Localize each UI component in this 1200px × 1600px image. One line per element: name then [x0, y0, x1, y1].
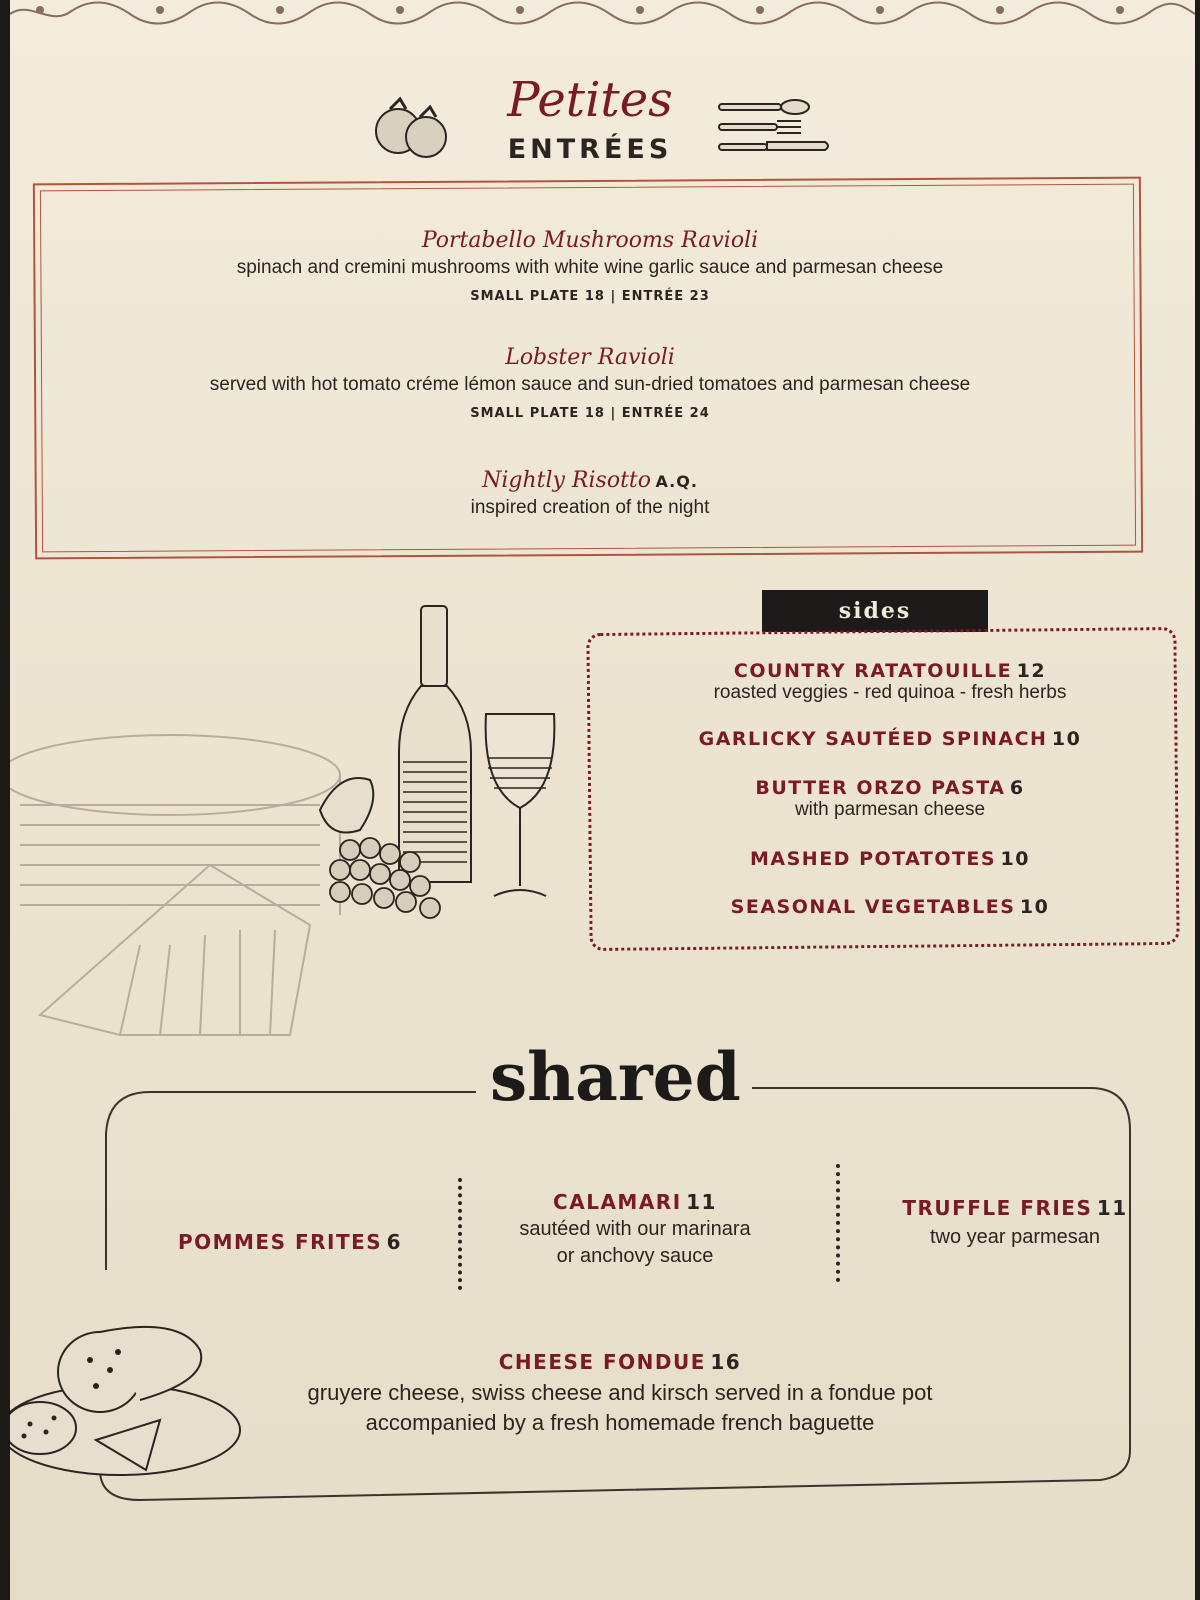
dish-name: Lobster Ravioli [505, 345, 675, 370]
dish-description: spinach and cremini mushrooms with white wine garlic sauce and parmesan cheese [236, 257, 944, 278]
side-name: BUTTER ORZO PASTA [755, 777, 1006, 799]
side-name: GARLICKY SAUTÉED SPINACH [698, 728, 1048, 750]
side-item [610, 848, 1170, 870]
shared-description: sautéed with our marinara [519, 1218, 751, 1240]
side-price: 12 [1016, 660, 1047, 682]
side-item [610, 728, 1170, 750]
shared-price: 11 [1096, 1196, 1128, 1220]
section-title-caps: ENTRÉES [507, 134, 673, 165]
ornament-border [10, 0, 1195, 26]
shared-price: 6 [386, 1230, 403, 1254]
side-price: 10 [1051, 728, 1082, 750]
shared-description: accompanied by a fresh homemade french baguette [365, 1410, 875, 1435]
dish-price: A.Q. [655, 472, 698, 491]
section-title-script: Petites [507, 72, 673, 128]
divider [836, 1164, 840, 1282]
dish-description: inspired creation of the night [470, 497, 710, 518]
shared-title: shared [490, 1038, 741, 1116]
shared-name: TRUFFLE FRIES [902, 1196, 1093, 1220]
shared-name: POMMES FRITES [177, 1230, 383, 1254]
cheese-wheel-icon [10, 715, 360, 1055]
dish-name: Nightly Risotto [482, 468, 651, 493]
side-item [610, 660, 1170, 704]
shared-description: two year parmesan [929, 1226, 1101, 1248]
tomato-icon [360, 95, 460, 165]
dish-prices: SMALL PLATE 18 | ENTRÉE 23 [470, 289, 710, 304]
side-description: roasted veggies - red quinoa - fresh herbs [713, 682, 1067, 703]
side-name: SEASONAL VEGETABLES [730, 896, 1016, 918]
menu-page [10, 0, 1195, 1600]
entree-item [110, 468, 1070, 519]
side-price: 6 [1009, 777, 1025, 799]
side-price: 10 [1000, 848, 1030, 870]
shared-item [870, 1196, 1160, 1249]
shared-item [160, 1230, 420, 1254]
cutlery-icon [715, 96, 835, 158]
wine-glass-icon [480, 708, 560, 908]
shared-name: CHEESE FONDUE [498, 1350, 706, 1374]
salami-board-icon [10, 1320, 250, 1490]
side-price: 10 [1019, 896, 1050, 918]
shared-description: gruyere cheese, swiss cheese and kirsch served in a fondue pot [307, 1380, 933, 1405]
grapes-icon [310, 770, 470, 930]
side-item [610, 896, 1170, 918]
shared-item [260, 1350, 980, 1436]
shared-item [480, 1190, 790, 1268]
dish-name: Portabello Mushrooms Ravioli [421, 228, 759, 253]
shared-description: or anchovy sauce [556, 1245, 714, 1267]
dish-prices: SMALL PLATE 18 | ENTRÉE 24 [470, 406, 710, 421]
entree-item [110, 345, 1070, 421]
shared-price: 11 [686, 1190, 717, 1214]
side-name: COUNTRY RATATOUILLE [733, 660, 1013, 682]
divider [458, 1178, 462, 1290]
shared-name: CALAMARI [553, 1190, 682, 1214]
dish-description: served with hot tomato créme lémon sauce and sun-dried tomatoes and parmesan cheese [209, 374, 971, 395]
entree-item [110, 228, 1070, 304]
sides-tab: sides [762, 590, 988, 632]
shared-price: 16 [710, 1350, 742, 1374]
side-name: MASHED POTATOTES [750, 848, 997, 870]
side-item [610, 777, 1170, 821]
side-description: with parmesan cheese [794, 799, 986, 820]
